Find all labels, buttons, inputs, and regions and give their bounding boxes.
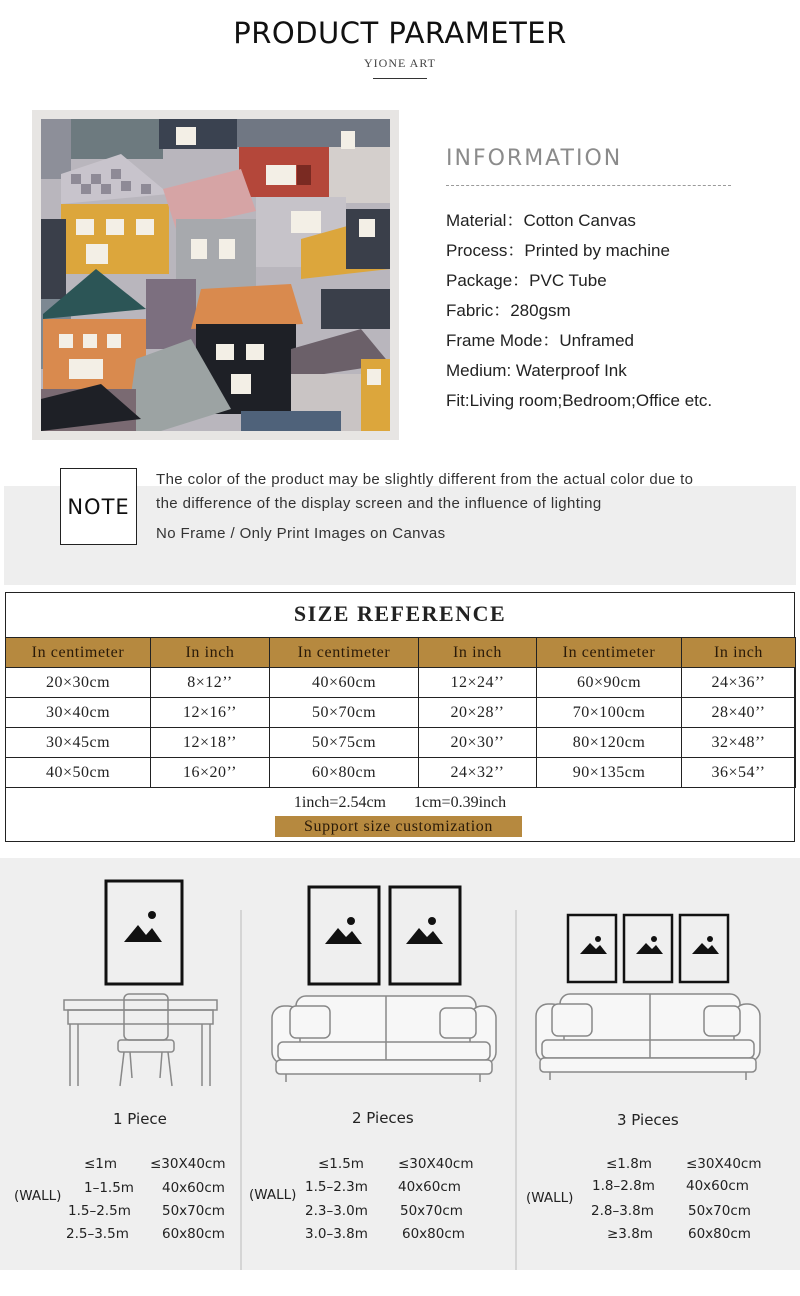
sofa-3-pieces bbox=[536, 994, 760, 1080]
wall-width: ≥3.8m bbox=[607, 1226, 653, 1242]
customization-badge: Support size customization bbox=[275, 816, 522, 837]
wall-width: ≤1.5m bbox=[318, 1156, 364, 1172]
print-size: 40x60cm bbox=[398, 1179, 461, 1195]
size-cell: 12×18’’ bbox=[151, 728, 270, 758]
information-divider bbox=[446, 185, 731, 186]
info-medium: Medium: Waterproof Ink bbox=[446, 361, 627, 380]
label-3-pieces: 3 Pieces bbox=[617, 1111, 679, 1129]
size-cell: 36×54’’ bbox=[682, 758, 796, 788]
info-fabric: Fabric：280gsm bbox=[446, 301, 571, 320]
print-size: ≤30X40cm bbox=[150, 1156, 226, 1172]
size-cell: 40×50cm bbox=[6, 758, 151, 788]
header-inch: In inch bbox=[419, 638, 537, 668]
table-row bbox=[6, 728, 796, 758]
print-size: 50x70cm bbox=[688, 1203, 751, 1219]
size-cell: 20×28’’ bbox=[419, 698, 537, 728]
conversion-inch-to-cm: 1inch=2.54cm bbox=[293, 794, 386, 811]
print-size: 40x60cm bbox=[162, 1180, 225, 1196]
wall-label: (WALL) bbox=[14, 1188, 62, 1204]
wall-width: 1.5–2.3m bbox=[305, 1179, 368, 1195]
size-cell: 60×80cm bbox=[270, 758, 419, 788]
frame-1-piece bbox=[106, 881, 182, 984]
sofa-2-pieces bbox=[272, 996, 496, 1082]
size-cell: 8×12’’ bbox=[151, 668, 270, 698]
size-cell: 12×16’’ bbox=[151, 698, 270, 728]
brand-name: YIONE ART bbox=[364, 56, 436, 70]
table-row bbox=[6, 698, 796, 728]
note-line-1: The color of the product may be slightly different from the actual color due to bbox=[156, 471, 694, 488]
wall-width: 2.3–3.0m bbox=[305, 1203, 368, 1219]
print-size: 60x80cm bbox=[162, 1226, 225, 1242]
size-cell: 20×30’’ bbox=[419, 728, 537, 758]
information-title: INFORMATION bbox=[446, 146, 623, 171]
frame-3-pieces-right bbox=[680, 915, 728, 982]
print-size: ≤30X40cm bbox=[398, 1156, 474, 1172]
info-process: Process：Printed by machine bbox=[446, 241, 670, 260]
size-cell: 80×120cm bbox=[537, 728, 682, 758]
size-cell: 30×40cm bbox=[6, 698, 151, 728]
size-reference-title: SIZE REFERENCE bbox=[293, 601, 507, 626]
note-line-2: the difference of the display screen and the influence of lighting bbox=[156, 495, 602, 512]
wall-width: 1.5–2.5m bbox=[68, 1203, 131, 1219]
wall-width: 1–1.5m bbox=[84, 1180, 134, 1196]
table-row bbox=[6, 758, 796, 788]
info-frame-mode: Frame Mode：Unframed bbox=[446, 331, 635, 350]
size-cell: 40×60cm bbox=[270, 668, 419, 698]
size-cell: 50×70cm bbox=[270, 698, 419, 728]
header-cm: In centimeter bbox=[270, 638, 419, 668]
conversion-cm-to-inch: 1cm=0.39inch bbox=[414, 794, 507, 811]
frame-3-pieces-middle bbox=[624, 915, 672, 982]
size-cell: 24×36’’ bbox=[682, 668, 796, 698]
label-1-piece: 1 Piece bbox=[113, 1110, 167, 1128]
size-cell: 50×75cm bbox=[270, 728, 419, 758]
info-fit: Fit:Living room;Bedroom;Office etc. bbox=[446, 391, 713, 410]
print-size: 60x80cm bbox=[688, 1226, 751, 1242]
desk-and-chair bbox=[64, 994, 217, 1086]
print-size: 50x70cm bbox=[162, 1203, 225, 1219]
wall-width: ≤1.8m bbox=[606, 1156, 652, 1172]
header-inch: In inch bbox=[682, 638, 796, 668]
header-divider bbox=[373, 78, 427, 79]
wall-label: (WALL) bbox=[526, 1190, 574, 1206]
wall-width: 2.8–3.8m bbox=[591, 1203, 654, 1219]
print-size: 40x60cm bbox=[686, 1178, 749, 1194]
header-inch: In inch bbox=[151, 638, 270, 668]
wall-label: (WALL) bbox=[249, 1187, 297, 1203]
frame-3-pieces-left bbox=[568, 915, 616, 982]
note-label: NOTE bbox=[60, 468, 137, 545]
size-cell: 24×32’’ bbox=[419, 758, 537, 788]
label-2-pieces: 2 Pieces bbox=[352, 1109, 414, 1127]
header-cm: In centimeter bbox=[6, 638, 151, 668]
size-cell: 70×100cm bbox=[537, 698, 682, 728]
header-cm: In centimeter bbox=[537, 638, 682, 668]
wall-width: ≤1m bbox=[84, 1156, 118, 1172]
size-cell: 90×135cm bbox=[537, 758, 682, 788]
frame-2-pieces-right bbox=[390, 887, 460, 984]
frame-2-pieces-left bbox=[309, 887, 379, 984]
print-size: 60x80cm bbox=[402, 1226, 465, 1242]
table-row bbox=[6, 668, 796, 698]
wall-width: 3.0–3.8m bbox=[305, 1226, 368, 1242]
info-package: Package：PVC Tube bbox=[446, 271, 607, 290]
size-cell: 30×45cm bbox=[6, 728, 151, 758]
wall-width: 1.8–2.8m bbox=[592, 1178, 655, 1194]
product-artwork bbox=[32, 110, 399, 440]
size-table-header-row bbox=[6, 638, 796, 668]
info-material: Material：Cotton Canvas bbox=[446, 211, 636, 230]
page-title: PRODUCT PARAMETER bbox=[233, 16, 567, 50]
unit-conversion bbox=[0, 794, 800, 812]
information-list bbox=[446, 206, 712, 416]
size-cell: 12×24’’ bbox=[419, 668, 537, 698]
print-size: 50x70cm bbox=[400, 1203, 463, 1219]
size-table bbox=[5, 637, 796, 788]
size-cell: 20×30cm bbox=[6, 668, 151, 698]
houses-painting bbox=[41, 119, 390, 431]
print-size: ≤30X40cm bbox=[686, 1156, 762, 1172]
wall-width: 2.5–3.5m bbox=[66, 1226, 129, 1242]
size-cell: 60×90cm bbox=[537, 668, 682, 698]
size-cell: 32×48’’ bbox=[682, 728, 796, 758]
note-line-3: No Frame / Only Print Images on Canvas bbox=[156, 525, 446, 542]
size-cell: 28×40’’ bbox=[682, 698, 796, 728]
size-cell: 16×20’’ bbox=[151, 758, 270, 788]
